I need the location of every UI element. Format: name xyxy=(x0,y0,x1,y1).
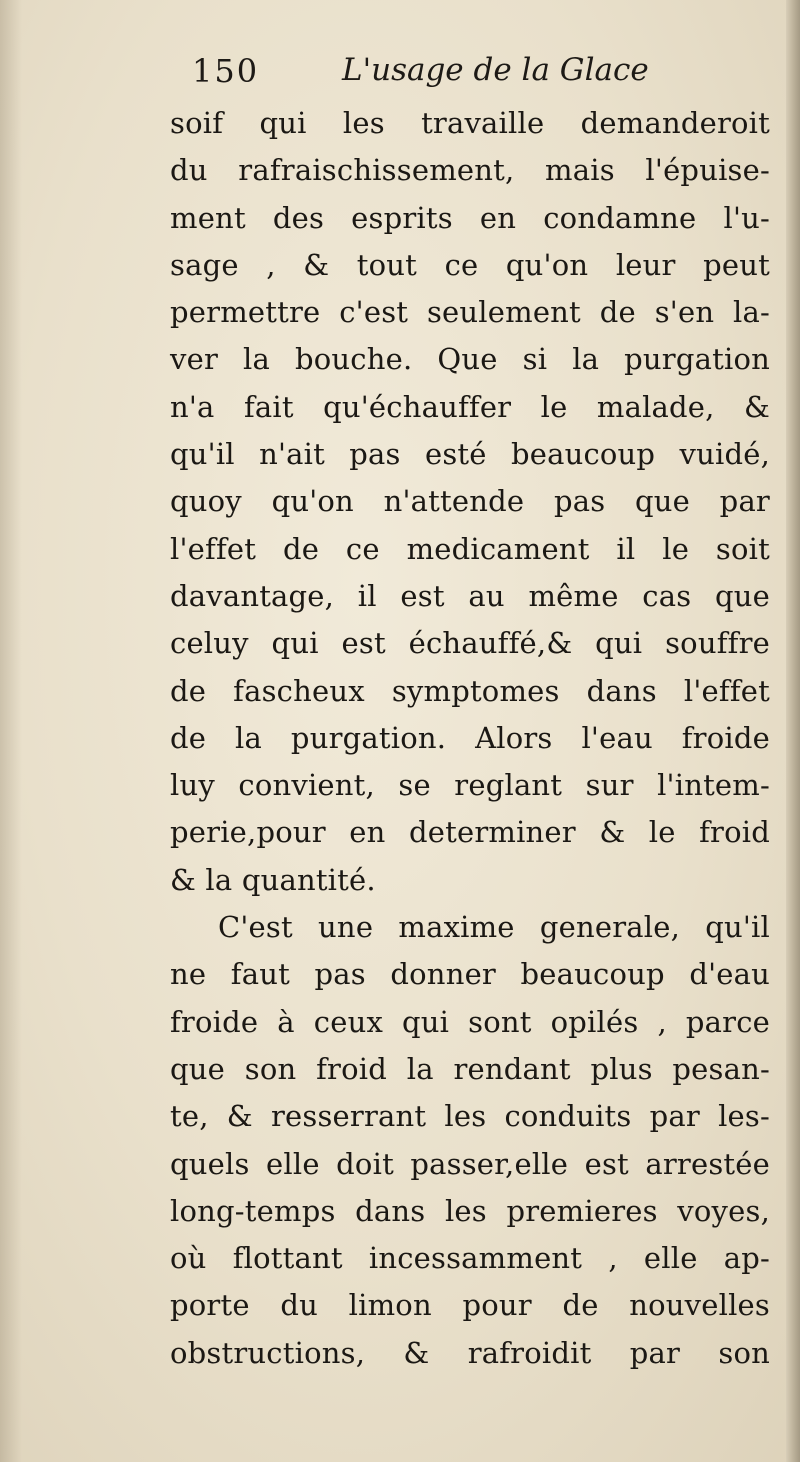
running-title: L'usage de la Glace xyxy=(342,52,649,88)
text-line: qu'il n'ait pas esté beaucoup vuidé, xyxy=(170,437,770,472)
text-line: n'a fait qu'échauffer le malade, & xyxy=(170,389,770,424)
text-line: permettre c'est seulement de s'en la- xyxy=(170,295,770,330)
text-line: obstructions, & rafroidit par son xyxy=(170,1335,770,1370)
text-line: de la purgation. Alors l'eau froide xyxy=(170,720,770,755)
body-text xyxy=(170,100,770,1377)
text-line: te, & resserrant les conduits par les- xyxy=(170,1099,770,1134)
page-gutter-shadow xyxy=(0,0,22,1462)
text-line: perie,pour en determiner & le froid xyxy=(170,815,770,850)
text-line: celuy qui est échauffé,& qui souffre xyxy=(170,626,770,661)
text-line: ment des esprits en condamne l'u- xyxy=(170,200,770,235)
text-line: davantage, il est au même cas que xyxy=(170,578,770,613)
text-line: quoy qu'on n'attende pas que par xyxy=(170,484,770,519)
text-line: que son froid la rendant plus pesan- xyxy=(170,1051,770,1086)
text-line: porte du limon pour de nouvelles xyxy=(170,1288,770,1323)
paragraph-start-line: C'est une maxime generale, qu'il xyxy=(218,910,770,945)
text-line: ne faut pas donner beaucoup d'eau xyxy=(170,957,770,992)
page-edge xyxy=(786,0,800,1462)
page-number: 150 xyxy=(192,52,260,90)
text-line: quels elle doit passer,elle est arrestée xyxy=(170,1146,770,1181)
text-line: l'effet de ce medicament il le soit xyxy=(170,531,770,566)
paragraph-end-line: & la quantité. xyxy=(170,862,376,897)
page-header xyxy=(192,52,672,100)
text-line: de fascheux symptomes dans l'effet xyxy=(170,673,770,708)
text-line: soif qui les travaille demanderoit xyxy=(170,106,770,140)
text-line: du rafraischissement, mais l'épuise- xyxy=(170,153,770,188)
text-line: ver la bouche. Que si la purgation xyxy=(170,342,770,377)
text-line: long-temps dans les premieres voyes, xyxy=(170,1193,770,1228)
text-line: sage , & tout ce qu'on leur peut xyxy=(170,247,770,282)
text-line: froide à ceux qui sont opilés , parce xyxy=(170,1004,770,1039)
text-line: luy convient, se reglant sur l'intem- xyxy=(170,768,770,803)
text-line: où flottant incessamment , elle ap- xyxy=(170,1241,770,1276)
